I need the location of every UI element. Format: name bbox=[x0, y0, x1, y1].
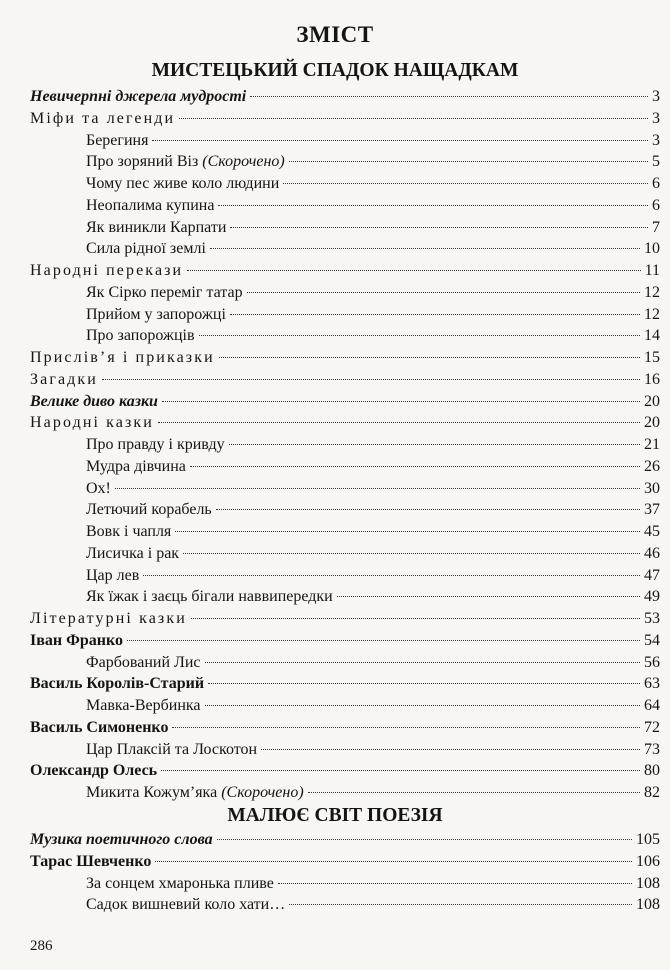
toc-entry-title bbox=[86, 219, 226, 237]
toc-entry-title bbox=[86, 875, 274, 893]
toc-entry-page: 7 bbox=[652, 218, 660, 236]
toc-entry-title bbox=[30, 762, 157, 780]
toc-entry-title bbox=[86, 784, 304, 802]
toc-leader-dots bbox=[247, 292, 640, 293]
toc-entry-title-text: Іван Франко bbox=[30, 631, 123, 649]
toc-leader-dots bbox=[289, 161, 648, 162]
toc-entry-title bbox=[30, 88, 246, 106]
toc-entry-title-text: Літературні казки bbox=[30, 610, 187, 627]
toc-leader-dots bbox=[261, 749, 640, 750]
toc-leader-dots bbox=[308, 792, 640, 793]
toc-leader-dots bbox=[337, 596, 640, 597]
toc-entry-title bbox=[86, 458, 186, 476]
toc-entry-title-text: Про правду і кривду bbox=[86, 436, 225, 453]
toc-entry-page: 105 bbox=[636, 831, 660, 848]
toc-entry bbox=[30, 327, 660, 349]
toc-leader-dots bbox=[187, 270, 640, 271]
toc-leader-dots bbox=[230, 314, 640, 315]
toc-entry-title-text: Сила рідної землі bbox=[86, 240, 206, 258]
toc-entry bbox=[30, 719, 660, 741]
toc-entry-title bbox=[86, 197, 214, 215]
toc-entry-title bbox=[30, 393, 158, 411]
toc-entry-title bbox=[86, 896, 285, 914]
toc-entry bbox=[30, 875, 660, 897]
toc-entry-title-text: Мавка-Вербинка bbox=[86, 697, 201, 714]
toc-leader-dots bbox=[205, 705, 640, 706]
toc-entry bbox=[30, 831, 660, 853]
toc-entry-page: 14 bbox=[644, 327, 660, 345]
toc-entry bbox=[30, 88, 660, 110]
toc-entry-title-text: Вовк і чапля bbox=[86, 523, 172, 540]
section-title-heritage: МИСТЕЦЬКИЙ СПАДОК НАЩАДКАМ bbox=[151, 60, 519, 81]
toc-entry-title bbox=[86, 306, 226, 324]
toc-entry bbox=[30, 523, 660, 545]
toc-entry-title bbox=[86, 327, 195, 345]
toc-entry-page: 64 bbox=[644, 697, 660, 714]
toc-entry bbox=[30, 219, 660, 241]
toc-entry bbox=[30, 262, 660, 284]
toc-entry-title bbox=[86, 132, 148, 150]
toc-entry bbox=[30, 197, 660, 219]
toc-entry-title bbox=[30, 610, 187, 628]
toc-entry-page: 6 bbox=[652, 175, 660, 192]
toc-entry-page: 26 bbox=[644, 457, 660, 475]
toc-leader-dots bbox=[143, 575, 640, 576]
toc-entry-title-text: Про запорожців bbox=[86, 327, 195, 345]
toc-entry-title bbox=[30, 719, 168, 737]
toc-leader-dots bbox=[115, 488, 640, 489]
toc-entry-page: 82 bbox=[644, 784, 660, 801]
toc-entry-title-text: Цар Плаксій та Лоскотон bbox=[86, 740, 258, 758]
toc-leader-dots bbox=[179, 118, 648, 119]
toc-entry-title bbox=[30, 110, 175, 128]
toc-entry-title-text: Микита Кожум’яка bbox=[86, 784, 222, 801]
contents-title: ЗМІСТ bbox=[296, 22, 374, 47]
toc-entry-page: 73 bbox=[644, 740, 660, 758]
toc-entry-title bbox=[86, 153, 285, 171]
toc-entry-title bbox=[86, 436, 225, 454]
toc-entry-page: 3 bbox=[652, 131, 660, 149]
toc-entry bbox=[30, 896, 660, 918]
toc-entry-title-text: Василь Королів-Старий bbox=[30, 675, 205, 693]
toc-entry bbox=[30, 414, 660, 436]
toc-list-section-1 bbox=[30, 88, 660, 806]
toc-entry bbox=[30, 632, 660, 654]
toc-leader-dots bbox=[250, 96, 648, 97]
toc-entry-title-text: Як Сірко переміг татар bbox=[86, 283, 243, 301]
toc-entry-page: 21 bbox=[644, 436, 660, 453]
toc-entry bbox=[30, 458, 660, 480]
toc-entry bbox=[30, 306, 660, 328]
toc-entry-page: 72 bbox=[644, 718, 660, 736]
toc-entry-title-text: Народні казки bbox=[30, 414, 154, 432]
toc-entry bbox=[30, 853, 660, 875]
toc-entry bbox=[30, 110, 660, 132]
toc-leader-dots bbox=[190, 466, 640, 467]
toc-entry-title-text: Неопалима купина bbox=[86, 196, 215, 214]
toc-entry-title-text: Тарас Шевченко bbox=[30, 852, 152, 870]
toc-leader-dots bbox=[175, 531, 640, 532]
toc-entry-page: 56 bbox=[644, 653, 660, 671]
toc-list-section-2 bbox=[30, 831, 660, 918]
toc-entry-page: 3 bbox=[652, 88, 660, 105]
toc-entry-title bbox=[86, 480, 111, 498]
toc-entry-title bbox=[86, 175, 279, 193]
toc-entry-page: 106 bbox=[636, 852, 660, 870]
toc-entry-page: 12 bbox=[644, 305, 660, 323]
toc-entry-page: 49 bbox=[644, 588, 660, 606]
toc-entry-title-text: Берегиня bbox=[86, 131, 149, 149]
toc-entry bbox=[30, 697, 660, 719]
toc-entry-title bbox=[30, 414, 154, 432]
toc-entry-page: 16 bbox=[644, 370, 660, 388]
toc-entry-title-text: Невичерпні джерела мудрості bbox=[30, 88, 247, 105]
toc-entry-title-text: Фарбований Лис bbox=[86, 653, 201, 671]
toc-entry-title bbox=[86, 545, 179, 563]
toc-entry bbox=[30, 175, 660, 197]
toc-entry-title bbox=[30, 831, 213, 849]
toc-entry-page: 80 bbox=[644, 762, 660, 780]
toc-entry-page: 20 bbox=[644, 414, 660, 432]
page-number: 286 bbox=[30, 938, 53, 954]
toc-leader-dots bbox=[218, 205, 648, 206]
toc-entry-title bbox=[30, 632, 123, 650]
toc-entry-page: 3 bbox=[652, 109, 660, 127]
toc-entry-title bbox=[30, 853, 151, 871]
toc-entry bbox=[30, 545, 660, 567]
toc-leader-dots bbox=[162, 401, 640, 402]
toc-entry bbox=[30, 654, 660, 676]
toc-entry bbox=[30, 588, 660, 610]
toc-entry-title-text: Мудра дівчина bbox=[86, 457, 186, 475]
toc-entry bbox=[30, 480, 660, 502]
toc-entry-title bbox=[30, 262, 183, 280]
toc-entry-title bbox=[30, 349, 215, 367]
toc-entry-title bbox=[30, 675, 204, 693]
toc-entry bbox=[30, 762, 660, 784]
toc-entry-note: (Скорочено) bbox=[221, 784, 304, 801]
toc-entry bbox=[30, 284, 660, 306]
toc-entry-page: 108 bbox=[636, 874, 660, 892]
toc-entry bbox=[30, 675, 660, 697]
toc-entry bbox=[30, 132, 660, 154]
toc-entry-page: 108 bbox=[636, 896, 660, 914]
toc-leader-dots bbox=[219, 357, 640, 358]
toc-leader-dots bbox=[210, 248, 640, 249]
toc-entry-page: 5 bbox=[652, 153, 660, 171]
toc-entry-title-text: Загадки bbox=[30, 370, 98, 388]
toc-entry-title bbox=[86, 523, 171, 541]
toc-entry-page: 20 bbox=[644, 392, 660, 410]
toc-entry-title-text: Лисичка і рак bbox=[86, 544, 180, 562]
toc-leader-dots bbox=[229, 444, 640, 445]
toc-entry bbox=[30, 349, 660, 371]
toc-entry-title-text: Як їжак і заєць бігали наввипередки bbox=[86, 588, 333, 606]
toc-leader-dots bbox=[216, 509, 640, 510]
toc-leader-dots bbox=[289, 904, 632, 905]
toc-leader-dots bbox=[172, 727, 640, 728]
toc-entry-title-text: Летючий корабель bbox=[86, 501, 212, 519]
toc-entry-page: 12 bbox=[644, 283, 660, 301]
toc-entry-page: 15 bbox=[644, 349, 660, 366]
toc-entry-title bbox=[86, 501, 212, 519]
toc-entry-title-text: Олександр Олесь bbox=[30, 762, 158, 780]
toc-entry-title-text: Як виникли Карпати bbox=[86, 218, 227, 236]
toc-leader-dots bbox=[158, 422, 640, 423]
toc-entry-title bbox=[86, 588, 333, 606]
toc-entry-title bbox=[86, 654, 201, 672]
toc-entry-title bbox=[86, 240, 206, 258]
toc-entry-page: 11 bbox=[644, 262, 660, 279]
toc-leader-dots bbox=[155, 861, 632, 862]
toc-entry bbox=[30, 501, 660, 523]
toc-leader-dots bbox=[183, 553, 640, 554]
toc-leader-dots bbox=[217, 839, 632, 840]
toc-entry-title-text: Садок вишневий коло хати… bbox=[86, 896, 286, 914]
toc-entry-title bbox=[86, 284, 243, 302]
toc-entry-page: 47 bbox=[644, 566, 660, 584]
toc-entry-title-text: Прийом у запорожці bbox=[86, 305, 226, 323]
toc-entry-page: 46 bbox=[644, 544, 660, 562]
toc-leader-dots bbox=[152, 140, 648, 141]
toc-leader-dots bbox=[283, 183, 648, 184]
toc-entry-title bbox=[30, 371, 98, 389]
section-title-poetry: МАЛЮЄ СВІТ ПОЕЗІЯ bbox=[227, 805, 443, 826]
toc-entry-page: 54 bbox=[644, 631, 660, 649]
toc-entry-title-text: Василь Симоненко bbox=[30, 718, 169, 736]
toc-leader-dots bbox=[205, 662, 640, 663]
toc-leader-dots bbox=[199, 335, 640, 336]
toc-entry bbox=[30, 784, 660, 806]
toc-entry-title-text: Велике диво казки bbox=[30, 392, 158, 410]
toc-entry bbox=[30, 436, 660, 458]
toc-entry-page: 6 bbox=[652, 196, 660, 214]
toc-entry bbox=[30, 741, 660, 763]
toc-leader-dots bbox=[161, 770, 640, 771]
toc-entry-page: 30 bbox=[644, 479, 660, 497]
toc-entry-page: 45 bbox=[644, 523, 660, 540]
toc-leader-dots bbox=[127, 640, 640, 641]
toc-entry-title-text: Цар лев bbox=[86, 566, 140, 584]
toc-entry-title-text: Міфи та легенди bbox=[30, 109, 176, 127]
toc-leader-dots bbox=[191, 618, 640, 619]
toc-entry-title bbox=[86, 697, 201, 715]
toc-entry bbox=[30, 393, 660, 415]
toc-entry bbox=[30, 153, 660, 175]
toc-entry-title-text: Прислів’я і приказки bbox=[30, 349, 215, 366]
toc-leader-dots bbox=[208, 683, 640, 684]
toc-entry bbox=[30, 567, 660, 589]
toc-entry-page: 37 bbox=[644, 501, 660, 519]
toc-entry-note: (Скорочено) bbox=[202, 153, 285, 171]
toc-entry-title-text: Народні перекази bbox=[30, 262, 184, 279]
toc-entry-title bbox=[86, 567, 139, 585]
toc-leader-dots bbox=[278, 883, 632, 884]
toc-entry-page: 53 bbox=[644, 610, 660, 627]
toc-entry-title bbox=[86, 741, 257, 759]
toc-entry-title-text: За сонцем хмаронька пливе bbox=[86, 874, 274, 892]
toc-leader-dots bbox=[230, 227, 648, 228]
toc-entry bbox=[30, 240, 660, 262]
toc-entry-page: 63 bbox=[644, 675, 660, 693]
toc-entry-page: 10 bbox=[644, 240, 660, 258]
toc-leader-dots bbox=[102, 379, 640, 380]
toc-entry-title-text: Ох! bbox=[86, 479, 111, 497]
toc-entry bbox=[30, 371, 660, 393]
toc-entry bbox=[30, 610, 660, 632]
toc-entry-title-text: Чому пес живе коло людини bbox=[86, 175, 280, 192]
toc-entry-title-text: Музика поетичного слова bbox=[30, 831, 213, 848]
toc-entry-title-text: Про зоряний Віз bbox=[86, 153, 203, 171]
